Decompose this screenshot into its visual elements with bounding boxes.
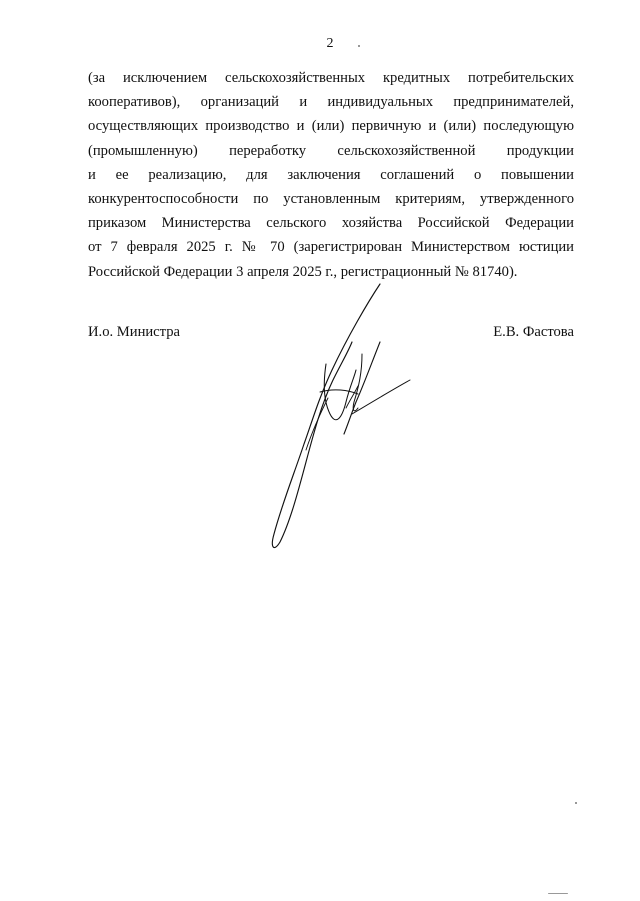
paragraph-line: (за исключением сельскохозяйственных кредитных потребительских bbox=[88, 70, 574, 86]
paragraph-line: (промышленную) переработку сельскохозяйственной продукции bbox=[88, 142, 574, 159]
paragraph-line: и ее реализацию, для заключения соглашений о повышении bbox=[88, 166, 574, 183]
scan-artifact bbox=[548, 893, 568, 894]
paragraph-line: конкурентоспособности по установленным критериям, утвержденного bbox=[88, 190, 574, 207]
scan-artifact bbox=[575, 802, 577, 804]
paragraph-line: Российской Федерации 3 апреля 2025 г., регистрационный № 81740). bbox=[88, 263, 518, 280]
scan-artifact bbox=[358, 45, 360, 47]
document-paragraph bbox=[88, 66, 574, 284]
paragraph-line: приказом Министерства сельского хозяйства Российской Федерации bbox=[88, 215, 574, 232]
paragraph-line: кооперативов), организаций и индивидуальных предпринимателей, bbox=[88, 94, 574, 111]
paragraph-line: от 7 февраля 2025 г. № 70 (зарегистрирован Министерством юстиции bbox=[88, 239, 574, 256]
paragraph-line: осуществляющих производство и (или) первичную и (или) последующую bbox=[88, 118, 574, 135]
signatory-name: Е.В. Фастова bbox=[493, 324, 574, 340]
page-number: 2 bbox=[326, 36, 334, 51]
handwritten-signature bbox=[260, 282, 420, 552]
signatory-title: И.о. Министра bbox=[88, 324, 180, 340]
